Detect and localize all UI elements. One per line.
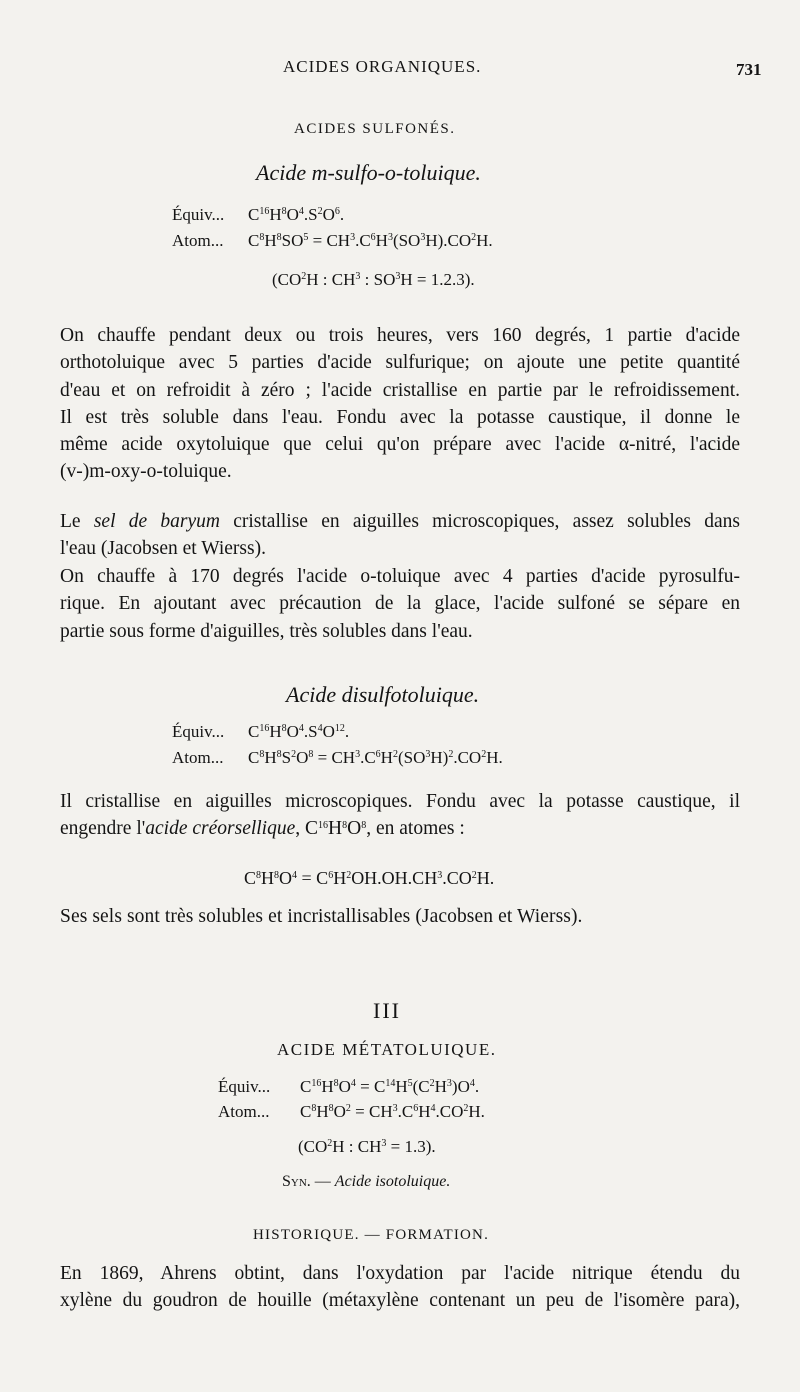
compound3-atom-formula: $C^8H^8O^2 = CH^3.C^6H^4.CO^2H$.: [300, 1102, 485, 1121]
text-line: orthotoluique avec 5 parties d'acide sulfurique; on ajoute une petite quantité: [60, 352, 740, 374]
paragraph-4: [60, 788, 740, 843]
page-number: 731: [736, 60, 762, 79]
italic-term: sel de baryum: [93, 511, 220, 532]
text-line: rique. En ajoutant avec précaution de la glace, l'acide sulfoné se sépare en: [60, 593, 740, 615]
compound1-position: ($CO^2H$ : $CH^3$ : $SO^3H = 1.2.3$).: [272, 270, 475, 289]
text-lead: Le: [60, 511, 94, 532]
synonym-line: [282, 1173, 450, 1191]
text-line: partie sous forme d'aiguilles, très solubles dans l'eau.: [60, 620, 473, 642]
running-title: ACIDES ORGANIQUES.: [283, 57, 482, 76]
compound1-atom-formula: $C^8H^8SO^5 = CH^3.C^6H^3(SO^3H).CO^2H$.: [248, 231, 493, 250]
compound3-atom-label: Atom...: [218, 1102, 270, 1121]
paragraph-1: [60, 322, 740, 486]
text-line: On chauffe pendant deux ou trois heures, vers 160 degrés, 1 partie d'acide: [60, 325, 740, 346]
compound1-title: Acide m-sulfo-o-toluique.: [256, 160, 481, 185]
italic-term: acide créorsellique: [145, 818, 296, 840]
synonym-dash: —: [310, 1173, 335, 1190]
text-rest: cristallise en aiguilles microscopiques, assez solubles dans: [219, 511, 740, 532]
compound2-atom-label: Atom...: [172, 748, 224, 767]
section-heading: ACIDES SULFONÉS.: [294, 121, 456, 137]
text-line: On chauffe à 170 degrés l'acide o-toluique avec 4 parties d'acide pyrosulfu-: [60, 566, 740, 587]
text-line: Il cristallise en aiguilles microscopiques. Fondu avec la potasse caustique, il: [60, 791, 740, 812]
paragraph-5: Ses sels sont très solubles et incristallisables (Jacobsen et Wierss).: [60, 906, 583, 927]
history-heading: HISTORIQUE. — FORMATION.: [253, 1227, 490, 1243]
text-line: Il est très soluble dans l'eau. Fondu avec la potasse caustique, il donne le: [60, 406, 740, 428]
compound2-title: Acide disulfotoluique.: [286, 682, 480, 707]
synonym-value: Acide isotoluique.: [334, 1173, 451, 1190]
compound2-equiv-formula: $C^{16}H^8O^4.S^4O^{12}$.: [248, 722, 350, 741]
compound3-equiv-label: Équiv...: [218, 1077, 271, 1096]
part-number: III: [373, 998, 401, 1023]
text-lead: engendre l': [60, 818, 146, 840]
text-line: même acide oxytoluique que celui qu'on prépare avec l'acide α-nitré, l'acide: [60, 434, 740, 456]
text-line: xylène du goudron de houille (métaxylène contenant un peu de l'isomère para),: [60, 1290, 740, 1312]
compound1-atom-label: Atom...: [172, 231, 224, 250]
compound1-equiv-label: Équiv...: [172, 205, 225, 224]
paragraph-2: [60, 508, 740, 563]
chapter-title: ACIDE MÉTATOLUIQUE.: [277, 1040, 497, 1059]
text-line: (v-)m-oxy-o-toluique.: [60, 461, 232, 483]
synonym-label: Syn.: [282, 1173, 311, 1190]
paragraph-3: [60, 563, 740, 645]
compound2-equiv-label: Équiv...: [172, 722, 225, 741]
text-line: En 1869, Ahrens obtint, dans l'oxydation par l'acide nitrique étendu du: [60, 1263, 740, 1284]
paragraph-6: [60, 1260, 740, 1315]
text-line: [60, 508, 740, 535]
creorsellic-formula: $C^8H^8O^4 = C^6H^2OH.OH.CH^3.CO^2H$.: [244, 868, 495, 888]
compound1-equiv-formula: $C^{16}H^8O^4.S^2O^6$.: [248, 205, 345, 224]
text-line: d'eau et on refroidit à zéro ; l'acide cristallise en partie par le refroidissement.: [60, 379, 740, 401]
text-line: engendre l'acide créorsellique, $C^{16}H^8O^8$, en atomes :: [60, 818, 465, 840]
text-line: l'eau (Jacobsen et Wierss).: [60, 538, 266, 560]
compound2-atom-formula: $C^8H^8S^2O^8 = CH^3.C^6H^2(SO^3H)^2.CO^2H$.: [248, 748, 503, 767]
compound3-equiv-formula: $C^{16}H^8O^4 = C^{14}H^5(C^2H^3)O^4$.: [300, 1077, 480, 1096]
compound3-position: ($CO^2H$ : $CH^3 = 1.3$).: [298, 1137, 436, 1156]
